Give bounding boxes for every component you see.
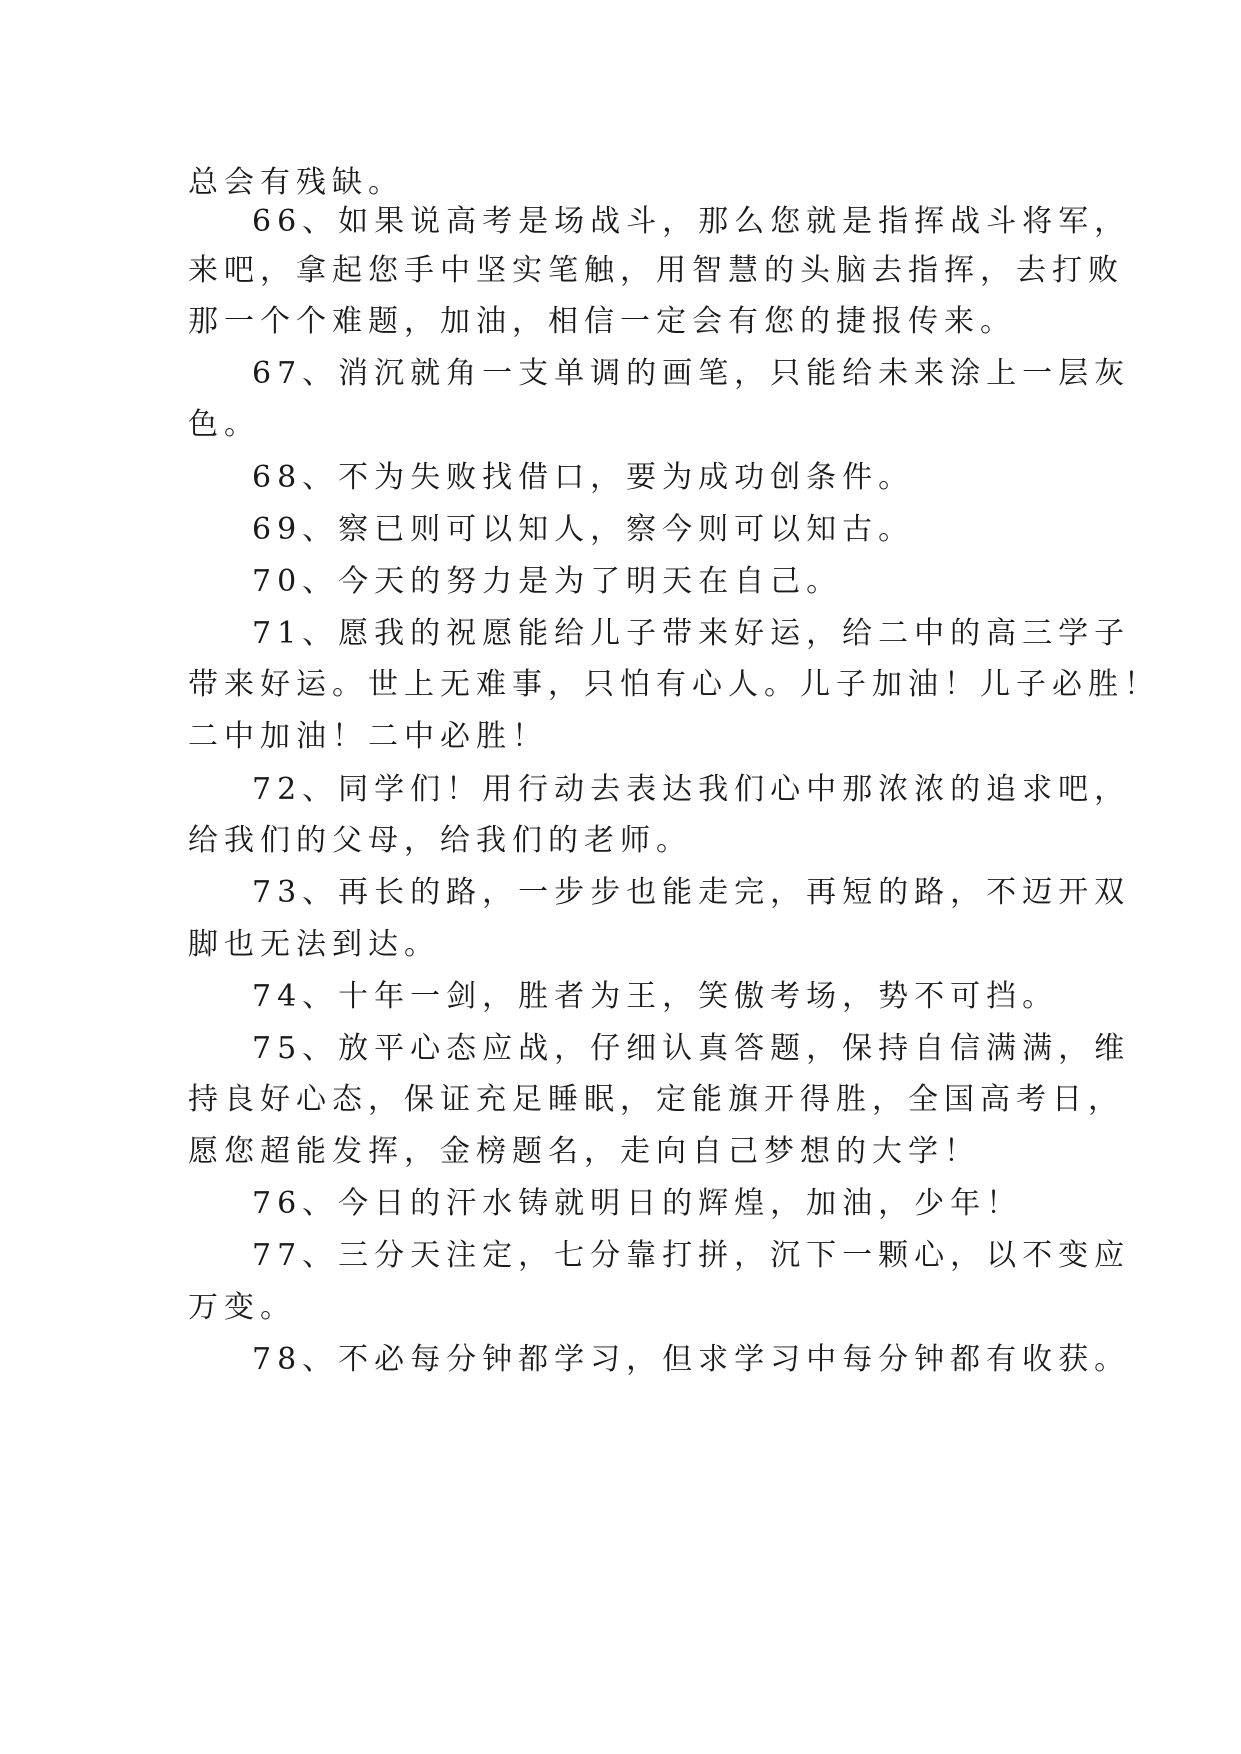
text-line: 70、今天的努力是为了明天在自己。 (252, 564, 843, 599)
text-line: 76、今日的汗水铸就明日的辉煌，加油，少年！ (252, 1186, 1023, 1221)
text-line: 69、察已则可以知人，察今则可以知古。 (252, 512, 915, 547)
text-line: 带来好运。世上无难事，只怕有心人。儿子加油！儿子必胜！ (188, 667, 1160, 702)
text-line: 总会有残缺。 (188, 165, 404, 200)
text-line: 那一个个难题，加油，相信一定会有您的捷报传来。 (188, 304, 1016, 339)
text-line: 74、十年一剑，胜者为王，笑傲考场，势不可挡。 (252, 979, 1059, 1014)
text-line: 71、愿我的祝愿能给儿子带来好运，给二中的高三学子 (252, 616, 1131, 651)
text-line: 77、三分天注定，七分靠打拼，沉下一颗心，以不变应 (252, 1238, 1131, 1273)
text-line: 愿您超能发挥，金榜题名，走向自己梦想的大学！ (188, 1134, 980, 1169)
text-line: 72、同学们！用行动去表达我们心中那浓浓的追求吧， (252, 772, 1131, 807)
text-line: 73、再长的路，一步步也能走完，再短的路，不迈开双 (252, 875, 1131, 910)
text-line: 持良好心态，保证充足睡眠，定能旗开得胜，全国高考日， (188, 1082, 1124, 1117)
text-line: 色。 (188, 407, 260, 442)
text-line: 脚也无法到达。 (188, 927, 440, 962)
text-line: 万变。 (188, 1290, 296, 1325)
text-line: 二中加油！二中必胜！ (188, 719, 548, 754)
text-line: 来吧，拿起您手中坚实笔触，用智慧的头脑去指挥，去打败 (188, 253, 1124, 288)
text-line: 78、不必每分钟都学习，但求学习中每分钟都有收获。 (252, 1342, 1131, 1377)
text-line: 68、不为失败找借口，要为成功创条件。 (252, 460, 915, 495)
text-line: 66、如果说高考是场战斗，那么您就是指挥战斗将军， (252, 204, 1131, 239)
text-line: 给我们的父母，给我们的老师。 (188, 823, 692, 858)
text-line: 67、消沉就角一支单调的画笔，只能给未来涂上一层灰 (252, 356, 1131, 391)
text-line: 75、放平心态应战，仔细认真答题，保持自信满满，维 (252, 1031, 1131, 1066)
